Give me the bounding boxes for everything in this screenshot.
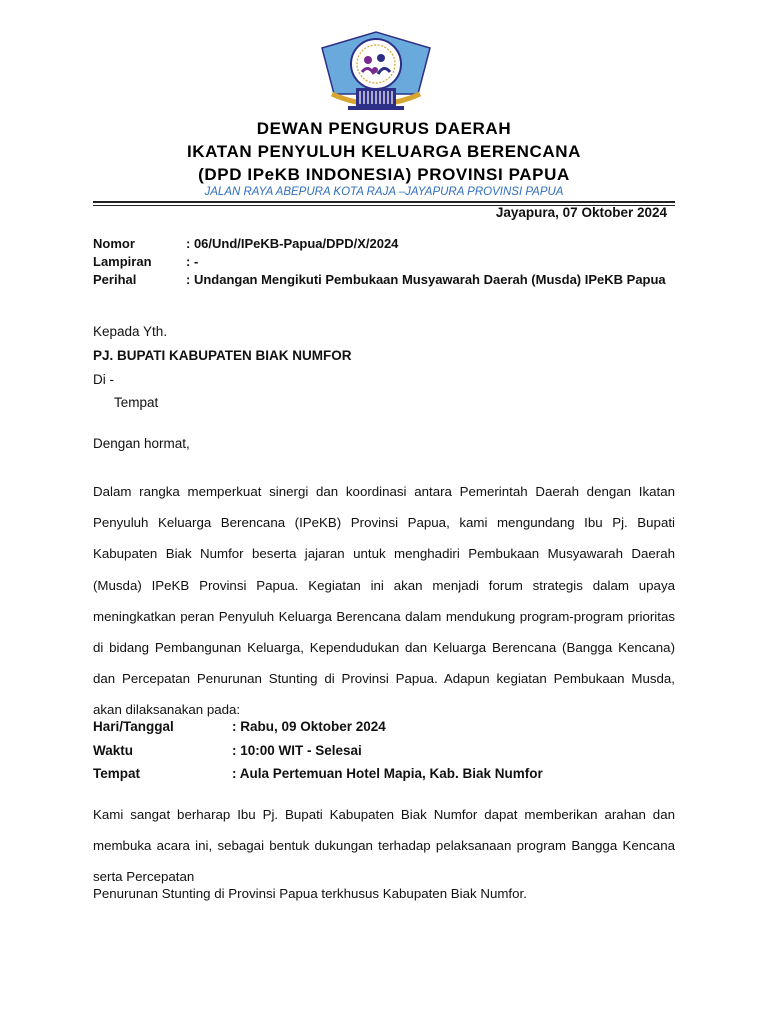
letter-date: Jayapura, 07 Oktober 2024: [495, 205, 667, 220]
org-line-1: DEWAN PENGURUS DAERAH: [256, 119, 512, 138]
salutation-to: Kepada Yth.: [93, 324, 168, 339]
event-row-date: [0, 719, 768, 737]
meta-label: Nomor: [93, 236, 135, 251]
body-paragraph-1: Dalam rangka memperkuat sinergi dan koordinasi antara Pemerintah Daerah dengan Ikatan Penyuluh Keluarga Berencana (IPeKB) Provinsi Papua, kami mengundang Ibu Pj. Bupati Kabupaten Biak Numfor beserta jajaran untuk menghadiri Pembukaan Musyawarah Daerah (Musda) IPeKB Provinsi Papua. Kegiatan ini akan menjadi forum strategis dalam upaya meningkatkan peran Penyuluh Keluarga Berencana dalam mendukung program-program prioritas di bidang Pembangunan Keluarga, Kependudukan dan Keluarga Berencana (Bangga Kencana) dan Percepatan Penurunan Stunting di Provinsi Papua. Adapun kegiatan Pembukaan Musda, akan dilaksanakan pada:: [93, 484, 675, 718]
recipient-tempat: Tempat: [114, 395, 159, 410]
meta-label: Lampiran: [93, 254, 152, 269]
meta-row-lampiran: [0, 254, 768, 272]
meta-row-perihal: [0, 272, 768, 290]
meta-value: : -: [186, 254, 199, 269]
ipekb-logo: [318, 28, 434, 118]
org-address: JALAN RAYA ABEPURA KOTA RAJA –JAYAPURA PROVINSI PAPUA: [204, 186, 564, 198]
body-paragraph-2: Kami sangat berharap Ibu Pj. Bupati Kabupaten Biak Numfor dapat memberikan arahan dan membuka acara ini, sebagai bentuk dukungan terhadap pelaksanaan program Bangga Kencana serta Percepatan: [93, 807, 675, 885]
recipient-name: PJ. BUPATI KABUPATEN BIAK NUMFOR: [93, 348, 352, 363]
event-value: : Aula Pertemuan Hotel Mapia, Kab. Biak Numfor: [232, 766, 543, 781]
recipient-di: Di -: [93, 372, 114, 387]
event-label: Waktu: [93, 743, 133, 758]
header-rule-thick: [93, 201, 675, 203]
org-line-3: (DPD IPeKB INDONESIA) PROVINSI PAPUA: [198, 165, 570, 184]
event-label: Tempat: [93, 766, 141, 781]
event-row-place: [0, 766, 768, 784]
event-label: Hari/Tanggal: [93, 719, 174, 734]
org-line-2: IKATAN PENYULUH KELUARGA BERENCANA: [186, 142, 582, 161]
body-paragraph-3: Penurunan Stunting di Provinsi Papua terkhusus Kabupaten Biak Numfor.: [93, 886, 527, 901]
event-value: : 10:00 WIT - Selesai: [232, 743, 362, 758]
meta-row-nomor: [0, 236, 768, 254]
meta-label: Perihal: [93, 272, 137, 287]
event-row-time: [0, 743, 768, 761]
event-value: : Rabu, 09 Oktober 2024: [232, 719, 386, 734]
meta-value: : Undangan Mengikuti Pembukaan Musyawarah Daerah (Musda) IPeKB Papua: [186, 272, 666, 287]
greeting: Dengan hormat,: [93, 436, 190, 451]
meta-value: : 06/Und/IPeKB-Papua/DPD/X/2024: [186, 236, 399, 251]
